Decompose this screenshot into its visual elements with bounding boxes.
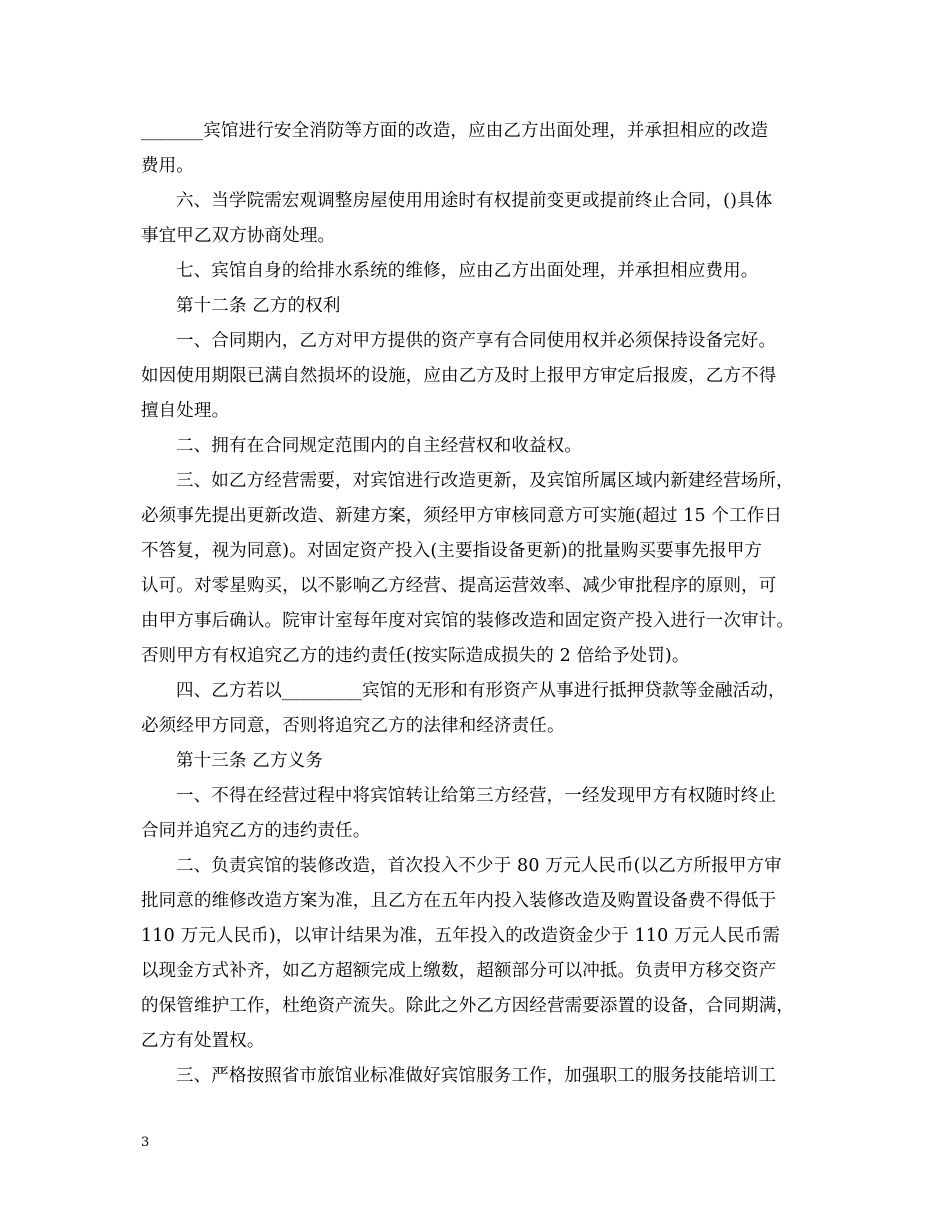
text-line: 乙方有处置权。 bbox=[141, 1031, 265, 1051]
text-line: 合同并追究乙方的违约责任。 bbox=[141, 821, 371, 841]
text-line: 批同意的维修改造方案为准，且乙方在五年内投入装修改造及购置设备费不得低于 bbox=[141, 891, 777, 911]
document-body bbox=[141, 114, 809, 1094]
page-number: 3 bbox=[141, 1135, 150, 1150]
text-line: 必须经甲方同意，否则将追究乙方的法律和经济责任。 bbox=[141, 716, 565, 736]
text-line: 如因使用期限已满自然损坏的设施，应由乙方及时上报甲方审定后报废，乙方不得 bbox=[141, 366, 777, 386]
text-line: 的保管维护工作，杜绝资产流失。除此之外乙方因经营需要添置的设备，合同期满， bbox=[141, 996, 795, 1016]
text-line: 擅自处理。 bbox=[141, 401, 230, 421]
text-line: 110 万元人民币)，以审计结果为准，五年投入的改造资金少于 110 万元人民币需 bbox=[141, 926, 780, 946]
text-line: 二、拥有在合同规定范围内的自主经营权和收益权。 bbox=[176, 436, 582, 456]
text-line: 以现金方式补齐，如乙方超额完成上缴数，超额部分可以冲抵。负责甲方移交资产 bbox=[141, 961, 777, 981]
text-line: 七、宾馆自身的给排水系统的维修，应由乙方出面处理，并承担相应费用。 bbox=[176, 261, 759, 281]
text-line: 不答复，视为同意)。对固定资产投入(主要指设备更新)的批量购买要事先报甲方 bbox=[141, 541, 763, 561]
text-line: 由甲方事后确认。院审计室每年度对宾馆的装修改造和固定资产投入进行一次审计。 bbox=[141, 611, 795, 631]
text-line: 二、负责宾馆的装修改造，首次投入不少于 80 万元人民币(以乙方所报甲方审 bbox=[176, 856, 782, 876]
text-line: 费用。 bbox=[141, 156, 194, 176]
text-line: 认可。对零星购买，以不影响乙方经营、提高运营效率、减少审批程序的原则，可 bbox=[141, 576, 777, 596]
text-line: _______宾馆进行安全消防等方面的改造，应由乙方出面处理，并承担相应的改造 bbox=[141, 121, 769, 141]
text-line: 必须事先提出更新改造、新建方案，须经甲方审核同意方可实施(超过 15 个工作日 bbox=[141, 506, 783, 526]
text-line: 事宜甲乙双方协商处理。 bbox=[141, 226, 336, 246]
text-line: 第十三条 乙方义务 bbox=[176, 751, 323, 771]
text-line: 否则甲方有权追究乙方的违约责任(按实际造成损失的 2 倍给予处罚)。 bbox=[141, 646, 690, 666]
text-line: 第十二条 乙方的权利 bbox=[176, 296, 341, 316]
text-line: 一、不得在经营过程中将宾馆转让给第三方经营，一经发现甲方有权随时终止 bbox=[176, 786, 777, 806]
text-line: 一、合同期内，乙方对甲方提供的资产享有合同使用权并必须保持设备完好。 bbox=[176, 331, 777, 351]
text-line: 四、乙方若以_________宾馆的无形和有形资产从事进行抵押贷款等金融活动， bbox=[176, 681, 786, 701]
text-line: 三、如乙方经营需要，对宾馆进行改造更新，及宾馆所属区域内新建经营场所， bbox=[176, 471, 794, 491]
text-line: 六、当学院需宏观调整房屋使用用途时有权提前变更或提前终止合同，()具体 bbox=[176, 191, 773, 211]
text-line: 三、严格按照省市旅馆业标准做好宾馆服务工作，加强职工的服务技能培训工 bbox=[176, 1066, 777, 1086]
